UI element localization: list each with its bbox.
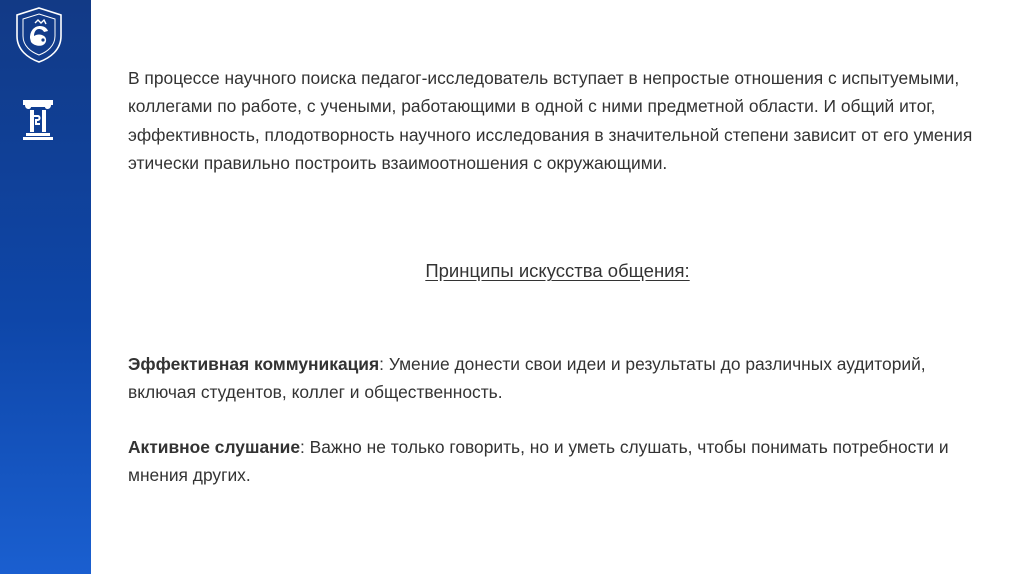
sidebar bbox=[0, 0, 91, 574]
section-heading: Принципы искусства общения: bbox=[425, 260, 690, 281]
intro-block bbox=[128, 64, 988, 178]
pillar-logo-icon bbox=[23, 100, 53, 140]
principle-term: Активное слушание bbox=[128, 437, 300, 457]
principle-description: : Умение донести свои идеи и результаты до различных аудиторий, включая студентов, коллег и общественность. bbox=[128, 354, 926, 402]
university-seal-icon bbox=[13, 6, 65, 64]
principle-item bbox=[128, 350, 988, 406]
principle-description: : Важно не только говорить, но и уметь слушать, чтобы понимать потребности и мнения других. bbox=[128, 437, 949, 485]
principle-item bbox=[128, 433, 988, 489]
principle-term: Эффективная коммуникация bbox=[128, 354, 380, 374]
intro-paragraph: В процессе научного поиска педагог-исследователь вступает в непростые отношения с испытуемыми, коллегами по работе, с учеными, работающими в одной с ними предметной области. И общий итог, эффективность, плодотворность научного исследования в значительной степени зависит от его умения этически правильно построить взаимоотношения с окружающими. bbox=[128, 68, 973, 174]
